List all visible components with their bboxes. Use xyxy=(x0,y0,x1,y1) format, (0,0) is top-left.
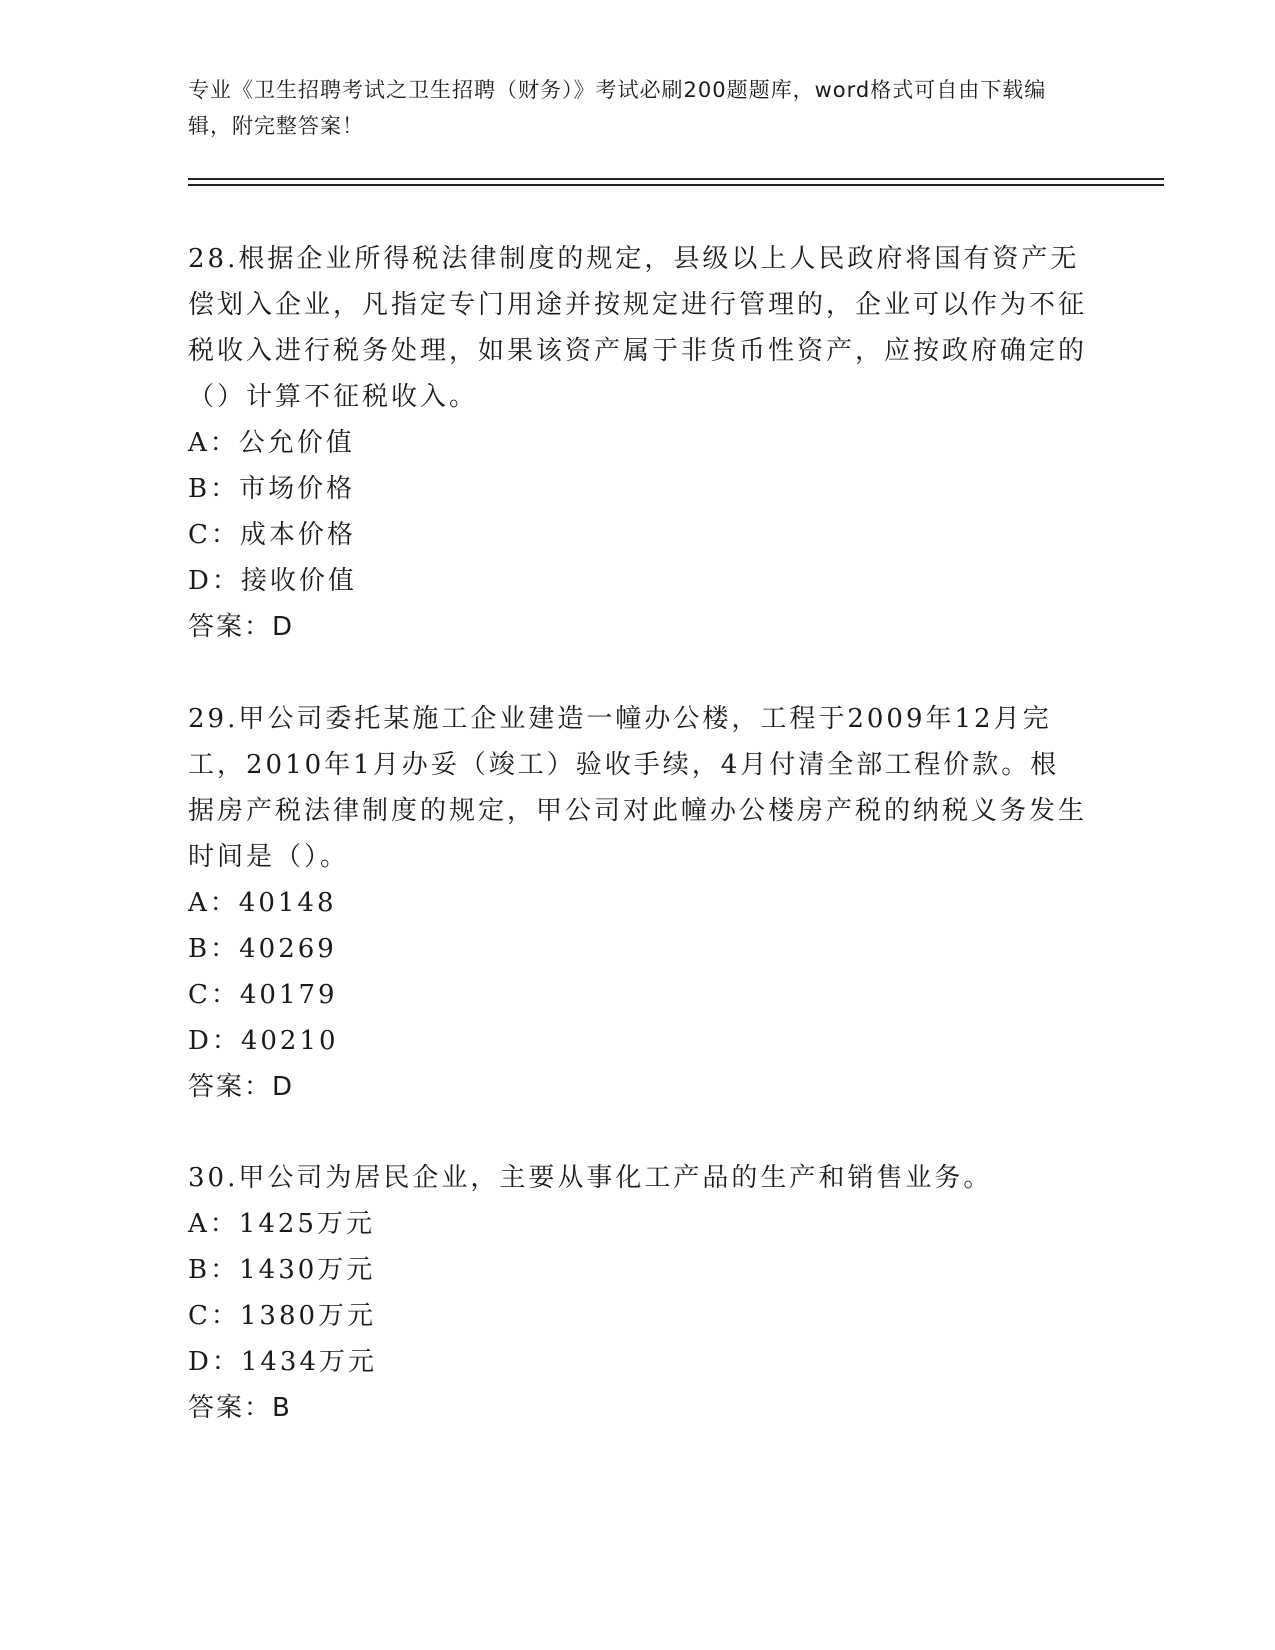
option-b: B：市场价格 xyxy=(188,474,356,504)
question-28 xyxy=(188,236,1088,650)
header-divider-bottom xyxy=(188,184,1164,186)
option-a: A：公允价值 xyxy=(188,428,355,458)
question-29 xyxy=(188,696,1088,1110)
answer-line: 答案：D xyxy=(188,612,295,642)
question-stem: 29.甲公司委托某施工企业建造一幢办公楼，工程于2009年12月完工，2010年1月办妥（竣工）验收手续，4月付清全部工程价款。根据房产税法律制度的规定，甲公司对此幢办公楼房产税的纳税义务发生时间是（）。 xyxy=(188,704,1088,872)
option-a: A：1425万元 xyxy=(188,1209,375,1239)
question-stem: 30.甲公司为居民企业，主要从事化工产品的生产和销售业务。 xyxy=(188,1163,993,1193)
option-b: B：40269 xyxy=(188,934,337,964)
option-c: C：40179 xyxy=(188,980,338,1010)
option-c: C：成本价格 xyxy=(188,520,356,550)
answer-line: 答案：B xyxy=(188,1393,292,1423)
question-stem: 28.根据企业所得税法律制度的规定，县级以上人民政府将国有资产无偿划入企业，凡指定专门用途并按规定进行管理的，企业可以作为不征税收入进行税务处理，如果该资产属于非货币性资产，应按政府确定的（）计算不征税收入。 xyxy=(188,244,1088,412)
option-d: D：接收价值 xyxy=(188,566,357,596)
option-b: B：1430万元 xyxy=(188,1255,376,1285)
header-divider-top xyxy=(188,178,1164,180)
option-d: D：1434万元 xyxy=(188,1347,378,1377)
document-header: 专业《卫生招聘考试之卫生招聘（财务）》考试必刷200题题库，word格式可自由下载编辑，附完整答案！ xyxy=(188,78,1047,138)
question-30 xyxy=(188,1155,1088,1431)
option-c: C：1380万元 xyxy=(188,1301,377,1331)
option-a: A：40148 xyxy=(188,888,337,918)
option-d: D：40210 xyxy=(188,1026,339,1056)
answer-line: 答案：D xyxy=(188,1072,295,1102)
